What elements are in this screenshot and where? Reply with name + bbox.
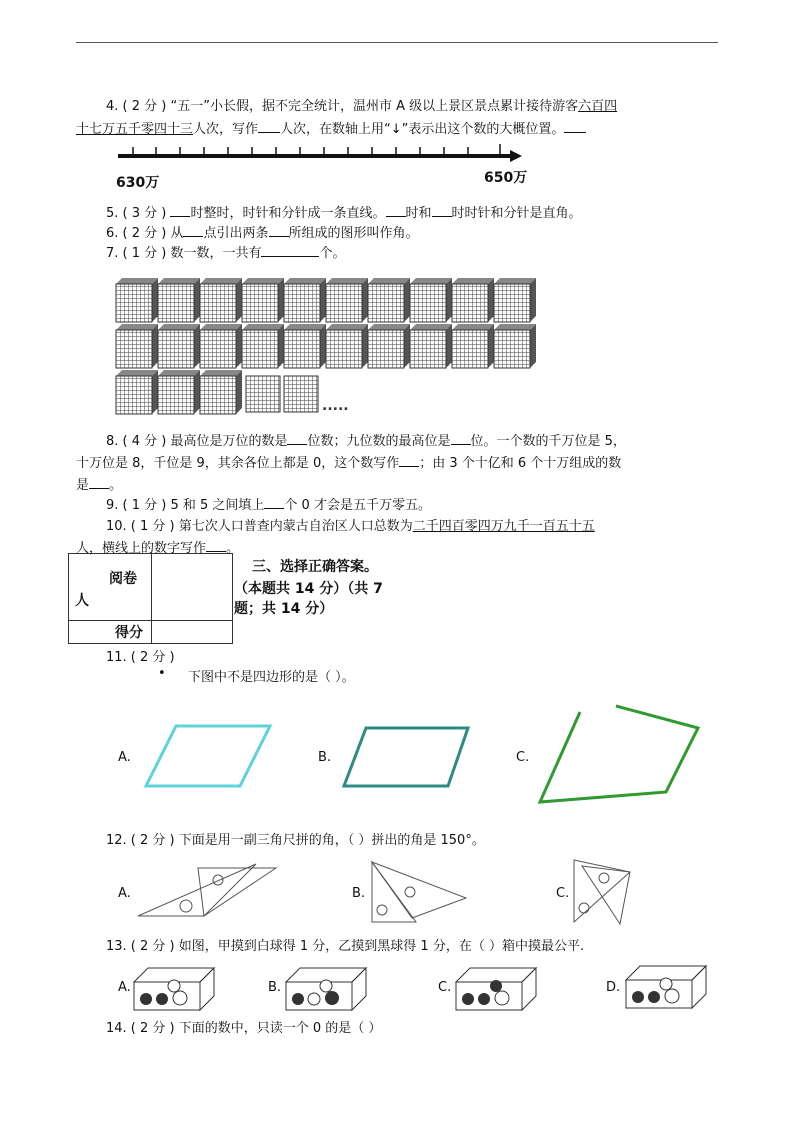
q13-box-d[interactable] bbox=[626, 966, 708, 1010]
q6-text3: 所组成的图形叫作角。 bbox=[288, 226, 419, 241]
q5-text: 5. ( 3 分 ) bbox=[106, 206, 171, 221]
q13-option-b-label[interactable]: B. bbox=[268, 980, 282, 995]
q13-box-c[interactable] bbox=[456, 968, 538, 1012]
q5-text4: 时时针和分针是直角。 bbox=[451, 206, 582, 221]
q8-text2: 位数；九位数的最高位是 bbox=[307, 434, 451, 449]
q4-arrow-blank[interactable] bbox=[564, 118, 586, 133]
cube-dots: ..... bbox=[322, 398, 349, 414]
q13-option-d-label[interactable]: D. bbox=[606, 980, 621, 995]
q9-text2: 个 0 才会是五千万零五。 bbox=[284, 498, 431, 513]
reviewer-value-cell[interactable] bbox=[152, 554, 233, 621]
q8-text5: ；由 3 个十亿和 6 个十万组成的数 bbox=[419, 456, 622, 471]
q4-underlined-number-cont: 十七万五千零四十三 bbox=[76, 122, 194, 137]
score-value-cell[interactable] bbox=[152, 621, 233, 644]
q10-underlined-end: 人 bbox=[76, 541, 90, 556]
q11-heading: 11. ( 2 分 ) bbox=[106, 650, 175, 665]
q11-bullet: • bbox=[158, 666, 166, 681]
q8-text: 8. ( 4 分 ) 最高位是万位的数是 bbox=[106, 434, 288, 449]
q11-option-c-open-shape[interactable] bbox=[536, 702, 706, 802]
section3-title: 三、选择正确答案。 bbox=[252, 559, 378, 575]
q11-text: 下图中不是四边形的是（ ）。 bbox=[188, 670, 355, 685]
q7-text2: 个。 bbox=[319, 246, 346, 261]
q4-line2 bbox=[76, 118, 696, 141]
q8-text6: 是 bbox=[76, 478, 90, 493]
q6-blank1[interactable] bbox=[183, 222, 203, 237]
q5-blank1[interactable] bbox=[170, 202, 190, 217]
q12-option-c-label[interactable]: C. bbox=[556, 886, 570, 901]
q13-option-a-label[interactable]: A. bbox=[118, 980, 131, 995]
q10-underlined-number: 二千四百零四万九千一百五十五 bbox=[412, 519, 595, 534]
axis-end-label: 650万 bbox=[484, 170, 528, 186]
q6-blank2[interactable] bbox=[269, 222, 289, 237]
q12-text: 12. ( 2 分 ) 下面是用一副三角尺拼的角，（ ）拼出的角是 150°。 bbox=[106, 833, 485, 848]
q12-option-a-triangles[interactable] bbox=[138, 860, 278, 920]
q12-option-b-triangles[interactable] bbox=[372, 858, 472, 924]
q10-text: 10. ( 1 分 ) 第七次人口普查内蒙古自治区人口总数为 bbox=[106, 519, 413, 534]
score-label: 得分 bbox=[115, 625, 143, 641]
q11-option-b-label[interactable]: B. bbox=[318, 750, 332, 765]
q9-blank[interactable] bbox=[264, 494, 284, 509]
q11-option-a-label[interactable]: A. bbox=[118, 750, 131, 765]
q12-option-b-label[interactable]: B. bbox=[352, 886, 366, 901]
q13-box-b[interactable] bbox=[286, 968, 368, 1012]
q10-text3: 。 bbox=[226, 541, 240, 556]
q10-line1 bbox=[106, 516, 726, 538]
cube-row-2 bbox=[116, 324, 536, 368]
q13-option-c-label[interactable]: C. bbox=[438, 980, 452, 995]
top-rule bbox=[76, 42, 718, 43]
q8-blank4[interactable] bbox=[89, 474, 109, 489]
q5-text3: 时和 bbox=[405, 206, 432, 221]
score-table bbox=[68, 553, 233, 644]
q9-text: 9. ( 1 分 ) 5 和 5 之间填上 bbox=[106, 498, 265, 513]
q4-line1 bbox=[106, 96, 726, 118]
q7-blank[interactable] bbox=[261, 242, 319, 257]
cube-row-1 bbox=[116, 278, 536, 322]
score-cell bbox=[69, 621, 152, 644]
q8-line1 bbox=[106, 430, 726, 453]
q5-text2: 时整时，时针和分针成一条直线。 bbox=[190, 206, 386, 221]
q12-line bbox=[106, 830, 726, 852]
q8-blank2[interactable] bbox=[451, 430, 471, 445]
reviewer-label: 阅卷 bbox=[109, 571, 137, 587]
q4-answer-blank[interactable] bbox=[258, 118, 280, 133]
q13-line bbox=[106, 936, 726, 958]
q7-text: 7. ( 1 分 ) 数一数，一共有 bbox=[106, 246, 262, 261]
q13-text: 13. ( 2 分 ) 如图，甲摸到白球得 1 分，乙摸到黑球得 1 分，在（ ）箱中摸最公平. bbox=[106, 939, 585, 954]
q14-text: 14. ( 2 分 ) 下面的数中，只读一个 0 的是（ ） bbox=[106, 1021, 382, 1036]
section3-subtitle-2: 题；共 14 分） bbox=[234, 601, 334, 617]
q10-blank[interactable] bbox=[206, 537, 226, 552]
q12-option-c-triangles[interactable] bbox=[570, 856, 640, 926]
q8-text3: 位。一个数的千万位是 5， bbox=[470, 434, 626, 449]
q9-line bbox=[106, 494, 726, 517]
q7-line bbox=[106, 242, 726, 265]
q4-text2: 人次，写作 bbox=[193, 122, 259, 137]
q8-text7: 。 bbox=[109, 478, 123, 493]
q4-text3: 人次，在数轴上用“↓”表示出这个数的大概位置。 bbox=[280, 122, 565, 137]
q14-line bbox=[106, 1018, 726, 1040]
q5-blank3[interactable] bbox=[432, 202, 452, 217]
q11-option-b-parallelogram[interactable] bbox=[344, 724, 474, 794]
q8-text4: 十万位是 8，千位是 9，其余各位上都是 0，这个数写作 bbox=[76, 456, 400, 471]
section3-subtitle: （本题共 14 分）（共 7 bbox=[234, 581, 383, 597]
q11-option-c-label[interactable]: C. bbox=[516, 750, 530, 765]
q4-text: 4. ( 2 分 ) “五一”小长假，据不完全统计，温州市 A 级以上景区景点累计接待游客 bbox=[106, 99, 579, 114]
q8-line2 bbox=[76, 452, 696, 475]
cube-row-3 bbox=[116, 370, 318, 414]
q10-text2: ，横线上的数字写作 bbox=[89, 541, 207, 556]
cube-blocks-image bbox=[116, 276, 546, 416]
reviewer-label-2: 人 bbox=[75, 593, 89, 609]
q5-blank2[interactable] bbox=[386, 202, 406, 217]
q6-text2: 点引出两条 bbox=[203, 226, 269, 241]
q13-box-a[interactable] bbox=[134, 968, 216, 1012]
reviewer-cell bbox=[69, 554, 152, 621]
q4-underlined-number: 六百四 bbox=[578, 99, 618, 114]
q12-option-a-label[interactable]: A. bbox=[118, 886, 131, 901]
q11-option-a-parallelogram[interactable] bbox=[146, 722, 276, 792]
q8-blank3[interactable] bbox=[399, 452, 419, 467]
q8-blank1[interactable] bbox=[287, 430, 307, 445]
axis-start-label: 630万 bbox=[116, 175, 160, 191]
q6-text: 6. ( 2 分 ) 从 bbox=[106, 226, 184, 241]
number-axis bbox=[118, 142, 538, 182]
